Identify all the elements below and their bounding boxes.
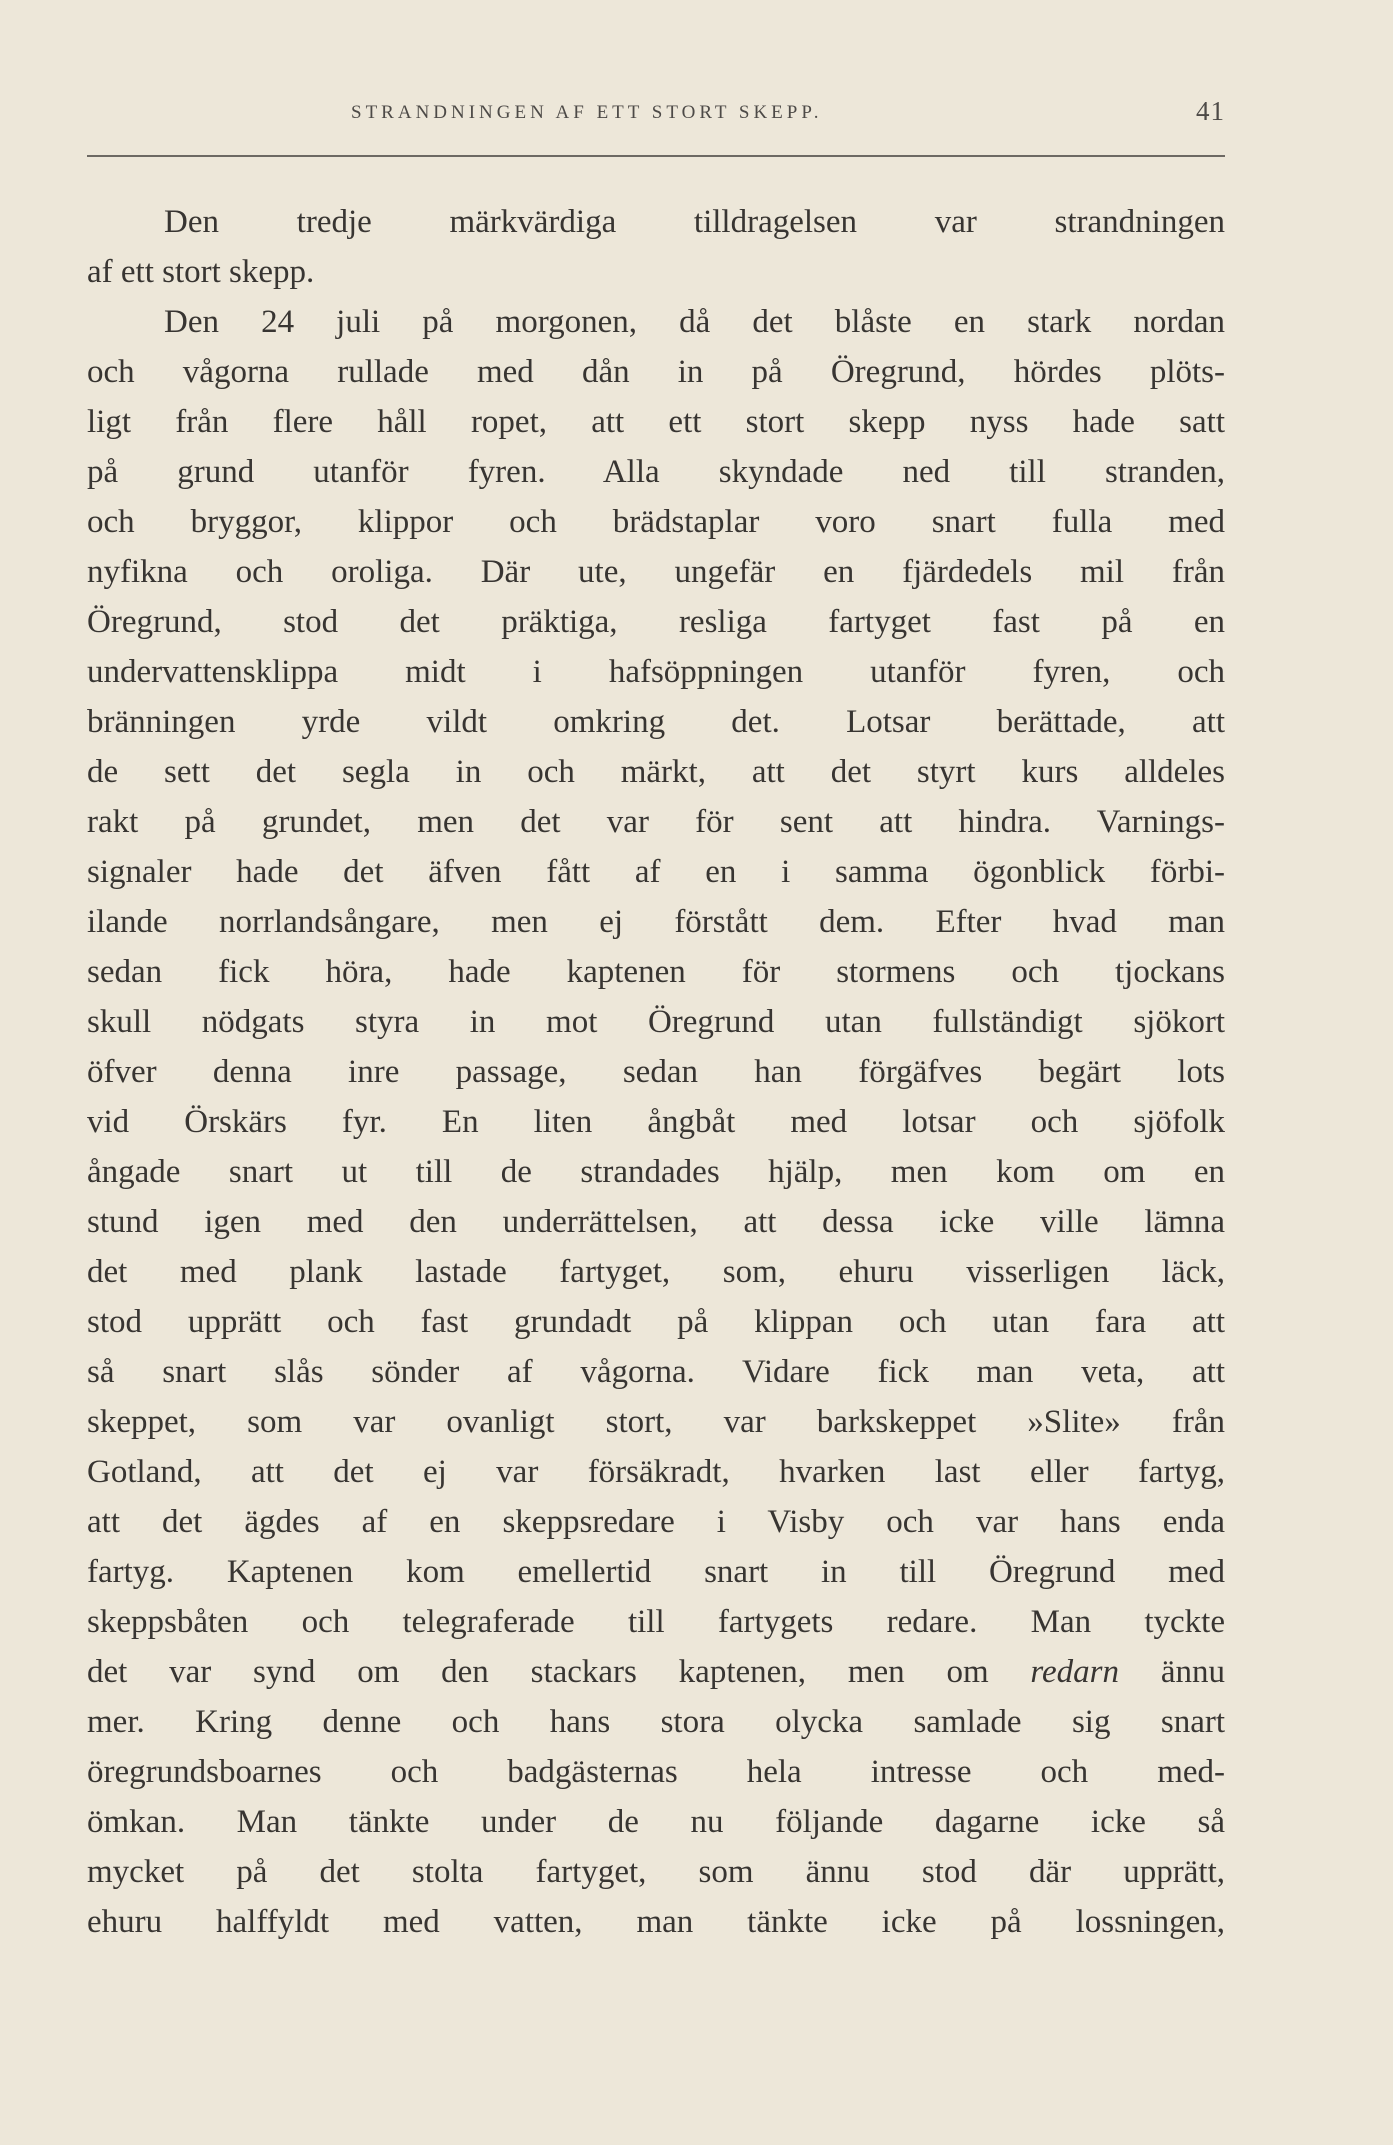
text-run: ännu — [1119, 1654, 1225, 1690]
text-line: Öregrund, stod det präktiga, resliga fartyget fast på en — [87, 604, 1225, 640]
text-line: stund igen med den underrättelsen, att dessa icke ville lämna — [87, 1204, 1225, 1240]
text-line: ehuru halffyldt med vatten, man tänkte icke på lossningen, — [87, 1904, 1225, 1940]
text-line: ömkan. Man tänkte under de nu följande dagarne icke så — [87, 1804, 1225, 1840]
header-rule — [87, 155, 1225, 157]
text-line: så snart slås sönder af vågorna. Vidare fick man veta, att — [87, 1354, 1225, 1390]
body-text — [87, 197, 1225, 1947]
text-line: ångade snart ut till de strandades hjälp, men kom om en — [87, 1154, 1225, 1190]
text-line: ilande norrlandsångare, men ej förstått dem. Efter hvad man — [87, 904, 1225, 940]
text-line: undervattensklippa midt i hafsöppningen utanför fyren, och — [87, 654, 1225, 690]
text-line: sedan fick höra, hade kaptenen för stormens och tjockans — [87, 954, 1225, 990]
text-line: signaler hade det äfven fått af en i samma ögonblick förbi- — [87, 854, 1225, 890]
text-line: skeppet, som var ovanligt stort, var barkskeppet »Slite» från — [87, 1404, 1225, 1440]
text-line: nyfikna och oroliga. Där ute, ungefär en fjärdedels mil från — [87, 554, 1225, 590]
text-line: vid Örskärs fyr. En liten ångbåt med lotsar och sjöfolk — [87, 1104, 1225, 1140]
text-line: Den tredje märkvärdiga tilldragelsen var strandningen — [164, 204, 1225, 240]
running-head — [155, 94, 1225, 134]
text-line: skull nödgats styra in mot Öregrund utan fullständigt sjökort — [87, 1004, 1225, 1040]
text-line: fartyg. Kaptenen kom emellertid snart in till Öregrund med — [87, 1554, 1225, 1590]
text-line-mixed — [87, 1647, 1225, 1697]
page-number: 41 — [1196, 96, 1225, 126]
text-line: mycket på det stolta fartyget, som ännu stod där upprätt, — [87, 1854, 1225, 1890]
text-line: öfver denna inre passage, sedan han förgäfves begärt lots — [87, 1054, 1225, 1090]
running-title: STRANDNINGEN AF ETT STORT SKEPP. — [351, 102, 823, 123]
text-line: på grund utanför fyren. Alla skyndade ned till stranden, — [87, 454, 1225, 490]
text-line: och vågorna rullade med dån in på Öregrund, hördes plöts- — [87, 354, 1225, 390]
text-line: de sett det segla in och märkt, att det styrt kurs alldeles — [87, 754, 1225, 790]
text-line: Den 24 juli på morgonen, då det blåste en stark nordan — [164, 304, 1225, 340]
text-line: mer. Kring denne och hans stora olycka samlade sig snart — [87, 1704, 1225, 1740]
text-line: stod upprätt och fast grundadt på klippan och utan fara att — [87, 1304, 1225, 1340]
text-run: det var synd om den stackars kaptenen, men om — [87, 1654, 1031, 1690]
text-line: bränningen yrde vildt omkring det. Lotsar berättade, att — [87, 704, 1225, 740]
text-line: rakt på grundet, men det var för sent att hindra. Varnings- — [87, 804, 1225, 840]
italic-word: redarn — [1030, 1654, 1120, 1690]
text-line: af ett stort skepp. — [87, 254, 315, 290]
text-line: det med plank lastade fartyget, som, ehuru visserligen läck, — [87, 1254, 1225, 1290]
text-line: att det ägdes af en skeppsredare i Visby och var hans enda — [87, 1504, 1225, 1540]
text-line: och bryggor, klippor och brädstaplar voro snart fulla med — [87, 504, 1225, 540]
text-line: Gotland, att det ej var försäkradt, hvarken last eller fartyg, — [87, 1454, 1225, 1490]
text-line: skeppsbåten och telegraferade till fartygets redare. Man tyckte — [87, 1604, 1225, 1640]
text-line: öregrundsboarnes och badgästernas hela intresse och med- — [87, 1754, 1225, 1790]
text-line: ligt från flere håll ropet, att ett stort skepp nyss hade satt — [87, 404, 1225, 440]
